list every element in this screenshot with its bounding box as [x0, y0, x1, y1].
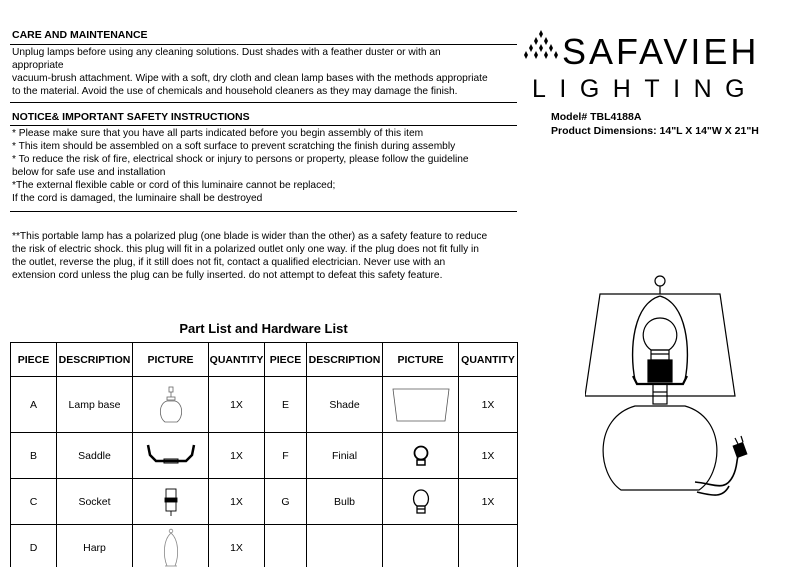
product-dimensions: Product Dimensions: 14"L X 14"W X 21"H — [551, 125, 759, 137]
header-cell: QUANTITY — [459, 343, 518, 377]
divider — [10, 102, 517, 103]
piece-cell: G — [265, 479, 307, 525]
description-cell: Shade — [307, 377, 383, 433]
picture-cell — [383, 377, 459, 433]
description-cell: Socket — [57, 479, 133, 525]
header-cell: PICTURE — [383, 343, 459, 377]
description-cell: Bulb — [307, 479, 383, 525]
table-header-row — [11, 343, 518, 377]
quantity-cell: 1X — [459, 433, 518, 479]
brand-logo — [524, 28, 794, 108]
parts-table — [10, 342, 518, 567]
picture-cell — [383, 525, 459, 567]
picture-cell — [133, 525, 209, 567]
plug-notice — [12, 230, 512, 282]
picture-cell — [383, 433, 459, 479]
quantity-cell: 1X — [209, 377, 265, 433]
piece-cell: C — [11, 479, 57, 525]
piece-cell: A — [11, 377, 57, 433]
bulb-icon — [411, 488, 431, 516]
model-number: Model# TBL4188A — [551, 111, 642, 123]
piece-cell: F — [265, 433, 307, 479]
socket-part — [648, 360, 672, 382]
finial-part — [655, 276, 665, 286]
piece-cell: B — [11, 433, 57, 479]
table-row — [11, 525, 518, 567]
piece-cell — [265, 525, 307, 567]
safety-line: * This item should be assembled on a soft surface to prevent scratching the finish during assembly — [12, 141, 456, 152]
safety-text — [12, 127, 512, 205]
safety-line: * To reduce the risk of fire, electrical shock or injury to persons or property, please follow the guideline — [12, 154, 469, 165]
table-row — [11, 377, 518, 433]
safety-line: * Please make sure that you have all parts indicated before you begin assembly of this item — [12, 128, 424, 139]
quantity-cell — [459, 525, 518, 567]
lamp-base-part — [603, 406, 717, 490]
picture-cell — [133, 433, 209, 479]
picture-cell — [383, 479, 459, 525]
quantity-cell: 1X — [209, 433, 265, 479]
shade-icon — [389, 385, 453, 425]
socket-icon — [163, 486, 179, 518]
header-cell: DESCRIPTION — [307, 343, 383, 377]
description-cell — [307, 525, 383, 567]
header-cell: DESCRIPTION — [57, 343, 133, 377]
quantity-cell: 1X — [209, 525, 265, 567]
care-line: vacuum-brush attachment. Wipe with a soft, dry cloth and clean lamp bases with the methods appropriate — [12, 73, 488, 84]
safety-line: If the cord is damaged, the luminaire shall be destroyed — [12, 193, 263, 204]
finial-icon — [411, 444, 431, 468]
care-line: appropriate — [12, 60, 64, 71]
header-cell: PICTURE — [133, 343, 209, 377]
care-line: Unplug lamps before using any cleaning solutions. Dust shades with a feather duster or with an — [12, 47, 441, 58]
picture-cell — [133, 479, 209, 525]
divider — [10, 211, 517, 212]
quantity-cell: 1X — [459, 377, 518, 433]
divider — [10, 125, 517, 126]
description-cell: Lamp base — [57, 377, 133, 433]
plug-notice-line: the outlet, reverse the plug, if it still does not fit, contact a qualified electrician. Never use with an — [12, 257, 446, 268]
quantity-cell: 1X — [459, 479, 518, 525]
safety-heading: NOTICE& IMPORTANT SAFETY INSTRUCTIONS — [12, 111, 250, 123]
lamp-diagram — [585, 270, 760, 502]
description-cell: Harp — [57, 525, 133, 567]
saddle-icon — [144, 441, 198, 471]
safety-line: below for safe use and installation — [12, 167, 166, 178]
piece-cell: E — [265, 377, 307, 433]
plug-notice-line: **This portable lamp has a polarized plug (one blade is wider than the other) as a safety feature to reduce — [12, 231, 488, 242]
safety-line: *The external flexible cable or cord of this luminaire cannot be replaced; — [12, 180, 336, 191]
picture-cell — [133, 377, 209, 433]
header-cell: PIECE — [265, 343, 307, 377]
brand-subname: LIGHTING — [532, 75, 759, 103]
header-cell: QUANTITY — [209, 343, 265, 377]
piece-cell: D — [11, 525, 57, 567]
chandelier-icon — [524, 28, 558, 64]
bulb-part — [643, 318, 677, 350]
description-cell: Finial — [307, 433, 383, 479]
table-row — [11, 479, 518, 525]
brand-name: SAFAVIEH — [562, 31, 760, 72]
care-line: to the material. Avoid the use of chemicals and household cleaners as they may damage the finish. — [12, 86, 458, 97]
plug-notice-line: extension cord unless the plug can be fully inserted. do not attempt to defeat this safety feature. — [12, 270, 443, 281]
quantity-cell: 1X — [209, 479, 265, 525]
description-cell: Saddle — [57, 433, 133, 479]
header-cell: PIECE — [11, 343, 57, 377]
lamp-base-icon — [156, 385, 186, 425]
plug-notice-line: the risk of electric shock. this plug will fit in a polarized outlet only one way. if the plug does not fit fully in — [12, 244, 479, 255]
harp-icon — [161, 528, 181, 567]
divider — [10, 44, 517, 45]
care-heading: CARE AND MAINTENANCE — [12, 29, 148, 41]
table-row — [11, 433, 518, 479]
care-text — [12, 46, 512, 98]
parts-table-title: Part List and Hardware List — [179, 321, 348, 336]
